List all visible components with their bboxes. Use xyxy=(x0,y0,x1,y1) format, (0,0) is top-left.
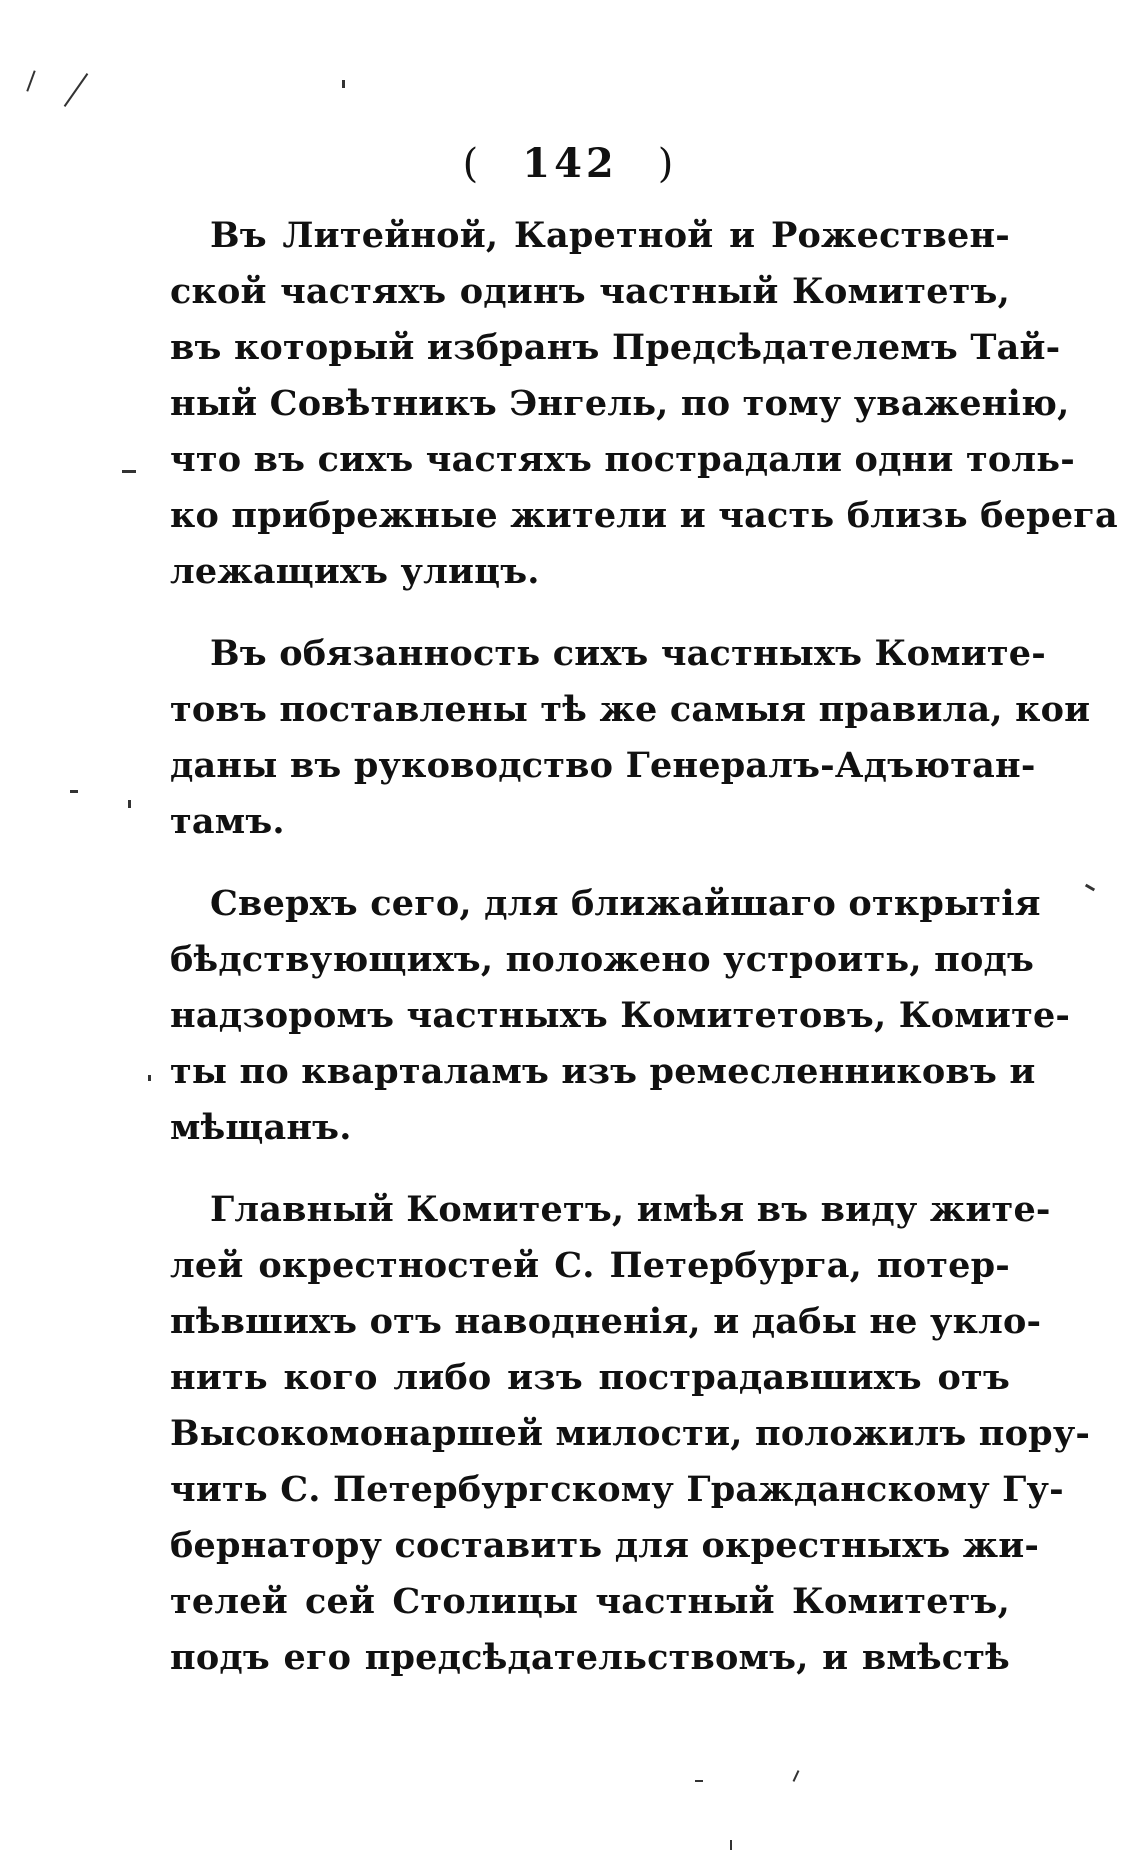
paragraph-3 xyxy=(170,876,1071,1156)
text-line: Сверхъ сего, для ближайшаго открытія xyxy=(210,883,1041,924)
text-line: телей сей Столицы частный Комитетъ, xyxy=(170,1581,1010,1622)
text-line: пѣвшихъ отъ наводненія, и дабы не укло- xyxy=(170,1301,1042,1342)
text-line: чить С. Петербургскому Гражданскому Гу- xyxy=(170,1469,1064,1510)
text-line: мѣщанъ. xyxy=(170,1107,352,1148)
scan-speck xyxy=(128,800,131,808)
right-parenthesis: ) xyxy=(657,141,678,187)
text-line: Высокомонаршей милости, положилъ пору- xyxy=(170,1413,1091,1454)
body-text xyxy=(170,208,1118,1712)
scan-speck xyxy=(26,70,35,91)
text-line: Въ обязанность сихъ частныхъ Комите- xyxy=(210,633,1046,674)
text-line: что въ сихъ частяхъ пострадали одни толь- xyxy=(170,439,1075,480)
scan-speck xyxy=(695,1780,703,1782)
scan-speck xyxy=(64,73,89,107)
page-number: 142 xyxy=(522,140,618,187)
text-line: въ который избранъ Предсѣдателемъ Тай- xyxy=(170,327,1061,368)
paragraph-2 xyxy=(170,626,1091,850)
text-line: подъ его предсѣдательствомъ, и вмѣстѣ xyxy=(170,1637,1010,1678)
text-line: тамъ. xyxy=(170,801,285,842)
page-number-header xyxy=(0,140,1140,187)
text-line: ко прибрежные жители и часть близь берега xyxy=(170,495,1118,536)
paragraph-1 xyxy=(170,208,1118,600)
paragraph-4 xyxy=(170,1182,1091,1686)
scan-speck xyxy=(148,1075,151,1081)
text-line: лежащихъ улицъ. xyxy=(170,551,540,592)
text-line: даны въ руководство Генералъ-Адъютан- xyxy=(170,745,1036,786)
scan-speck xyxy=(70,790,78,793)
text-line: надзоромъ частныхъ Комитетовъ, Комите- xyxy=(170,995,1071,1036)
text-line: бернатору составить для окрестныхъ жи- xyxy=(170,1525,1040,1566)
scan-speck xyxy=(342,80,345,88)
scan-speck xyxy=(122,470,136,473)
scan-speck xyxy=(793,1770,800,1782)
text-line: лей окрестностей С. Петербурга, потер- xyxy=(170,1245,1010,1286)
scan-speck xyxy=(730,1840,732,1850)
text-line: ный Совѣтникъ Энгель, по тому уваженію, xyxy=(170,383,1070,424)
text-line: товъ поставлены тѣ же самыя правила, кои xyxy=(170,689,1091,730)
text-line: бѣдствующихъ, положено устроить, подъ xyxy=(170,939,1035,980)
text-line: ты по кварталамъ изъ ремесленниковъ и xyxy=(170,1051,1036,1092)
text-line: Главный Комитетъ, имѣя въ виду жите- xyxy=(210,1189,1051,1230)
text-line: нить кого либо изъ пострадавшихъ отъ xyxy=(170,1357,1010,1398)
text-line: Въ Литейной, Каретной и Рожествен- xyxy=(210,215,1010,256)
left-parenthesis: ( xyxy=(462,141,483,187)
text-line: ской частяхъ одинъ частный Комитетъ, xyxy=(170,271,1010,312)
scan-speck xyxy=(1085,884,1095,892)
